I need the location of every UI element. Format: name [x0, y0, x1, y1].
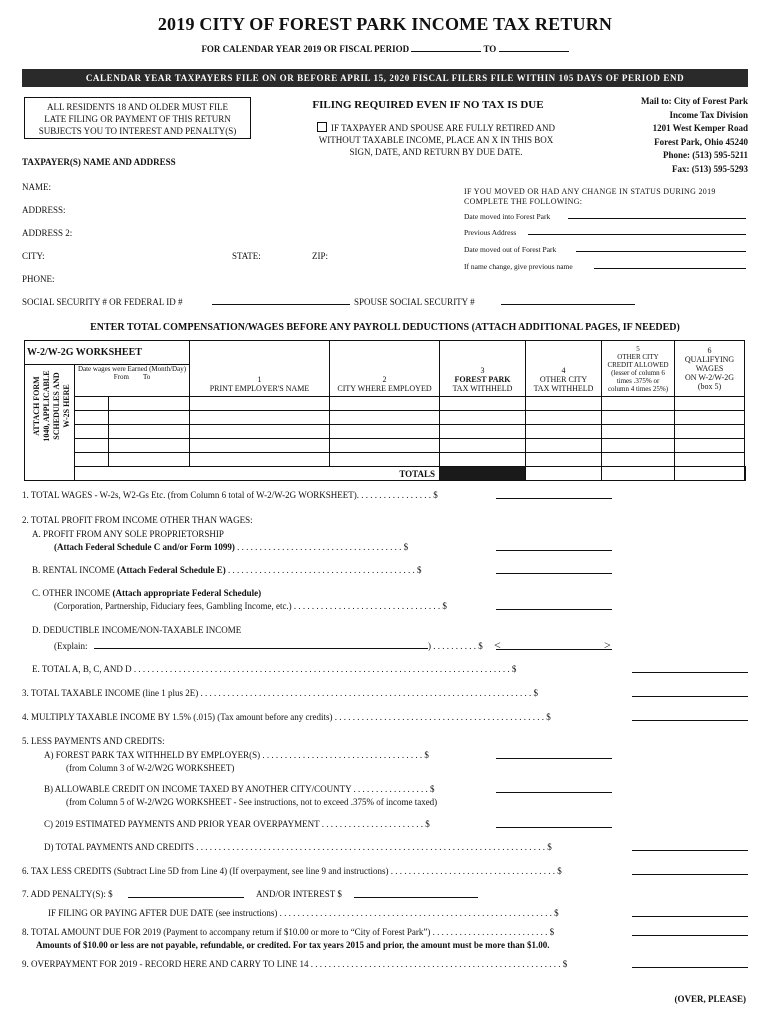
row1-to[interactable]: [109, 397, 190, 411]
warning-line-2: LATE FILING OR PAYMENT OF THIS RETURN: [44, 114, 231, 124]
col4-header: [526, 341, 602, 397]
total-credit[interactable]: [675, 467, 745, 481]
row3-city[interactable]: [330, 425, 440, 439]
col6-label-b: WAGES: [695, 364, 724, 373]
row3-employer[interactable]: [190, 425, 330, 439]
warning-line-3: SUBJECTS YOU TO INTEREST AND PENALTY(S): [38, 126, 237, 136]
prev-address-field[interactable]: [528, 234, 746, 235]
line-2c-amount[interactable]: [496, 600, 612, 610]
line-7-interest-amount[interactable]: [354, 888, 478, 898]
line-2d-dots: ) . . . . . . . . . . $: [428, 641, 483, 651]
compensation-heading: ENTER TOTAL COMPENSATION/WAGES BEFORE ANY PAYROLL DEDUCTIONS (ATTACH ADDITIONAL PAGES, IF NEEDED): [90, 322, 680, 333]
row5-fp-tax[interactable]: [440, 453, 526, 467]
col5-label-e: column 4 times 25%): [607, 384, 669, 393]
line-1-label: 1. TOTAL WAGES - W-2s, W2-Gs Etc. (from Column 6 total of W-2/W-2G WORKSHEET). . . . . . . . . . . . . . . . . $: [22, 490, 438, 500]
line-2a-attach: (Attach Federal Schedule C and/or Form 1099): [54, 542, 235, 552]
retired-checkbox[interactable]: [317, 122, 327, 132]
retired-line-1: IF TAXPAYER AND SPOUSE ARE FULLY RETIRED AND: [331, 123, 555, 133]
line-6-amount[interactable]: [632, 865, 748, 875]
row4-employer[interactable]: [190, 439, 330, 453]
ssn-label: SOCIAL SECURITY # OR FEDERAL ID #: [22, 297, 183, 307]
row3-credit[interactable]: [602, 425, 675, 439]
col4-label-b: TAX WITHHELD: [533, 384, 594, 393]
line-7-penalty-label: 7. ADD PENALTY(S): $: [22, 889, 113, 899]
mail-street: 1201 West Kemper Road: [652, 123, 748, 133]
line-8-label: 8. TOTAL AMOUNT DUE FOR 2019 (Payment to accompany return if $10.00 or more to “City of Forest Park”) . . . . . . . . . . . . . . . . . . . . . . . . . . $: [22, 927, 555, 937]
line-4-label: 4. MULTIPLY TAXABLE INCOME BY 1.5% (.015) (Tax amount before any credits) . . . . . . . . . . . . . . . . . . . . . . . . . . . . . . . . . . . . . . . . . . . . . . . $: [22, 712, 551, 722]
w2-worksheet-table: [24, 340, 746, 481]
col3-label-a: FOREST PARK: [454, 375, 511, 384]
line-8-note: Amounts of $10.00 or less are not payable, refundable, or credited. For tax years 2015 and prior, the amount must be more than $1.00.: [36, 940, 550, 950]
taxpayer-heading: TAXPAYER(S) NAME AND ADDRESS: [22, 157, 176, 167]
moved-line-2: COMPLETE THE FOLLOWING:: [464, 197, 583, 206]
row3-wages[interactable]: [675, 425, 745, 439]
row2-credit[interactable]: [602, 411, 675, 425]
row4-fp-tax[interactable]: [440, 439, 526, 453]
line-2d-explain-label: (Explain:: [54, 641, 88, 651]
row4-wages[interactable]: [675, 439, 745, 453]
row5-other-tax[interactable]: [526, 453, 602, 467]
retired-notice: [286, 122, 586, 158]
filing-required-heading: FILING REQUIRED EVEN IF NO TAX IS DUE: [312, 99, 544, 111]
total-fp-tax[interactable]: [526, 467, 602, 481]
row4-other-tax[interactable]: [526, 439, 602, 453]
totals-row: [25, 467, 746, 481]
row5-credit[interactable]: [602, 453, 675, 467]
attach-forms-text: ATTACH FORM 1040, APPLICABLE SCHEDULES AND W-2S HERE: [32, 370, 71, 442]
from-label: From: [113, 373, 129, 381]
totals-col2-shaded: [440, 467, 526, 481]
col5-label-d: times .375% or: [616, 376, 660, 385]
dates-label: Date wages were Earned (Month/Day): [77, 365, 187, 373]
phone-label: PHONE:: [22, 274, 55, 284]
col6-label-d: (box 5): [697, 382, 722, 391]
line-5c-label: C) 2019 ESTIMATED PAYMENTS AND PRIOR YEAR OVERPAYMENT . . . . . . . . . . . . . . . . . . . . . . . $: [44, 819, 430, 829]
row3-fp-tax[interactable]: [440, 425, 526, 439]
row2-other-tax[interactable]: [526, 411, 602, 425]
col5-label-c: (lesser of column 6: [611, 368, 665, 377]
due-date-banner: CALENDAR YEAR TAXPAYERS FILE ON OR BEFORE APRIL 15, 2020 FISCAL FILERS FILE WITHIN 105 DAYS OF PERIOD END: [22, 69, 748, 87]
mailing-address: [596, 95, 748, 176]
col5-label-a: OTHER CITY: [617, 352, 659, 361]
row5-to[interactable]: [109, 453, 190, 467]
line-2-label: 2. TOTAL PROFIT FROM INCOME OTHER THAN WAGES:: [22, 515, 253, 525]
line-5b-sub: (from Column 5 of W-2/W2G WORKSHEET - See instructions, not to exceed .375% of income taxed): [66, 797, 438, 807]
name-change-label: If name change, give previous name: [464, 262, 573, 271]
line-6-label: 6. TAX LESS CREDITS (Subtract Line 5D from Line 4) (If overpayment, see line 9 and instructions) . . . . . . . . . . . . . . . . . . . . . . . . . . . . . . . . . . . . . $: [22, 866, 562, 876]
over-please-note: (OVER, PLEASE): [674, 994, 746, 1004]
row1-city[interactable]: [330, 397, 440, 411]
line-2b-attach: (Attach Federal Schedule E): [116, 565, 226, 575]
moved-out-field[interactable]: [576, 251, 746, 252]
line-5a-label: A) FOREST PARK TAX WITHHELD BY EMPLOYER(S) . . . . . . . . . . . . . . . . . . . . . . . . . . . . . . . . . . . . $: [44, 750, 429, 760]
mail-to-line: Mail to: City of Forest Park: [640, 96, 748, 106]
fiscal-period-to-label: TO: [483, 44, 497, 54]
table-row: [25, 453, 746, 467]
col3-label-b: TAX WITHHELD: [452, 384, 513, 393]
col1-label: PRINT EMPLOYER'S NAME: [209, 384, 310, 393]
fiscal-period-line: [0, 43, 770, 54]
line-7-interest-label: AND/OR INTEREST $: [256, 889, 342, 899]
line-2e-label: E. TOTAL A, B, C, AND D . . . . . . . . . . . . . . . . . . . . . . . . . . . . . . . . . . . . . . . . . . . . . . . . . . . . . . . . . . . . . . . . . . . . . . . . . . . . . . . . . . . . $: [32, 664, 517, 674]
line-2c-row: [32, 588, 261, 598]
prev-address-label: Previous Address: [464, 228, 517, 237]
row2-wages[interactable]: [675, 411, 745, 425]
col2-label: CITY WHERE EMPLOYED: [337, 384, 432, 393]
row1-other-tax[interactable]: [526, 397, 602, 411]
col4-label-a: OTHER CITY: [539, 375, 588, 384]
city-label: CITY:: [22, 251, 45, 261]
line-2c-label: C. OTHER INCOME: [32, 588, 111, 598]
col2-number: 2: [382, 375, 387, 384]
row2-employer[interactable]: [190, 411, 330, 425]
col6-number: 6: [707, 346, 712, 355]
line-2d-label: D. DEDUCTIBLE INCOME/NON-TAXABLE INCOME: [32, 625, 242, 635]
line-9-amount[interactable]: [632, 958, 748, 968]
line-7-late-label: IF FILING OR PAYING AFTER DUE DATE (see instructions) . . . . . . . . . . . . . . . . . . . . . . . . . . . . . . . . . . . . . . . . . . . . . . . . . . . . . . . . . . . . . $: [48, 908, 559, 918]
row5-city[interactable]: [330, 453, 440, 467]
moved-line-1: IF YOU MOVED OR HAD ANY CHANGE IN STATUS DURING 2019: [464, 187, 716, 196]
col1-number: 1: [257, 375, 262, 384]
mail-phone: Phone: (513) 595-5211: [663, 150, 748, 160]
fiscal-period-to-field[interactable]: [499, 43, 569, 52]
row4-city[interactable]: [330, 439, 440, 453]
totals-label: TOTALS: [75, 467, 440, 481]
to-label: To: [142, 373, 151, 381]
col3-number: 3: [480, 366, 485, 375]
row5-wages[interactable]: [675, 453, 745, 467]
line-5d-label: D) TOTAL PAYMENTS AND CREDITS . . . . . . . . . . . . . . . . . . . . . . . . . . . . . . . . . . . . . . . . . . . . . . . . . . . . . . . . . . . . . . . . . . . . . . . . . . . . . . $: [44, 842, 552, 852]
table-row: [25, 425, 746, 439]
line-2a-sub: [54, 542, 408, 552]
fiscal-period-from-field[interactable]: [411, 43, 481, 52]
line-7-penalty-amount[interactable]: [128, 888, 244, 898]
attach-forms-label: [32, 368, 82, 444]
zip-label: ZIP:: [312, 251, 329, 261]
row3-to[interactable]: [109, 425, 190, 439]
row3-other-tax[interactable]: [526, 425, 602, 439]
mail-fax: Fax: (513) 595-5293: [672, 163, 748, 174]
line-2c-attach: (Attach appropriate Federal Schedule): [112, 588, 262, 598]
col6-label-a: QUALIFYING: [684, 355, 735, 364]
warning-line-1: ALL RESIDENTS 18 AND OLDER MUST FILE: [46, 102, 228, 112]
worksheet-title: W-2/W-2G WORKSHEET: [25, 341, 190, 365]
col6-label-c: ON W-2/W-2G: [685, 373, 734, 382]
dates-header: [75, 365, 190, 397]
line-2a-dots: . . . . . . . . . . . . . . . . . . . . . . . . . . . . . . . . . . . . . $: [234, 542, 409, 552]
col2-header: [330, 341, 440, 397]
table-row: [25, 439, 746, 453]
table-row: [25, 411, 746, 425]
retired-line-2: WITHOUT TAXABLE INCOME, PLACE AN X IN THIS BOX: [318, 135, 554, 145]
row2-to[interactable]: [109, 411, 190, 425]
line-9-label: 9. OVERPAYMENT FOR 2019 - RECORD HERE AND CARRY TO LINE 14 . . . . . . . . . . . . . . . . . . . . . . . . . . . . . . . . . . . . . . . . . . . . . . . . . . . . . . . . $: [22, 959, 568, 969]
line-3-label: 3. TOTAL TAXABLE INCOME (line 1 plus 2E) . . . . . . . . . . . . . . . . . . . . . . . . . . . . . . . . . . . . . . . . . . . . . . . . . . . . . . . . . . . . . . . . . . . . . . . . . . $: [22, 688, 538, 698]
col4-number: 4: [561, 366, 566, 375]
line-2a-amount[interactable]: [496, 541, 612, 551]
line-5c-amount[interactable]: [496, 818, 612, 828]
line-2a-label: A. PROFIT FROM ANY SOLE PROPRIETORSHIP: [32, 529, 224, 539]
row1-fp-tax[interactable]: [440, 397, 526, 411]
moved-into-label: Date moved into Forest Park: [464, 212, 551, 221]
line-5-label: 5. LESS PAYMENTS AND CREDITS:: [22, 736, 165, 746]
address-label: ADDRESS:: [22, 205, 66, 215]
total-other-tax[interactable]: [602, 467, 675, 481]
line-2e-amount[interactable]: [632, 663, 748, 673]
line-5b-amount[interactable]: [496, 783, 612, 793]
line-7-amount[interactable]: [632, 907, 748, 917]
line-2d-explain-field[interactable]: [94, 648, 428, 649]
row5-employer[interactable]: [190, 453, 330, 467]
col3-header: [440, 341, 526, 397]
form-title: 2019 CITY OF FOREST PARK INCOME TAX RETURN: [157, 14, 613, 34]
spouse-ssn-field[interactable]: [501, 304, 635, 305]
line-2d-amount[interactable]: [496, 640, 612, 650]
line-5d-amount[interactable]: [632, 841, 748, 851]
col6-header: [675, 341, 745, 397]
row1-wages[interactable]: [675, 397, 745, 411]
row4-to[interactable]: [109, 439, 190, 453]
row2-fp-tax[interactable]: [440, 411, 526, 425]
warning-box: [24, 97, 251, 139]
line-5b-label: B) ALLOWABLE CREDIT ON INCOME TAXED BY ANOTHER CITY/COUNTY . . . . . . . . . . . . . . . . . $: [44, 784, 435, 794]
line-4-amount[interactable]: [632, 711, 748, 721]
line-5a-sub: (from Column 3 of W-2/W2G WORKSHEET): [66, 763, 235, 773]
line-2b-row: [32, 565, 421, 575]
mail-city: Forest Park, Ohio 45240: [654, 136, 748, 147]
row4-credit[interactable]: [602, 439, 675, 453]
line-2b-label: B. RENTAL INCOME: [32, 565, 115, 575]
state-label: STATE:: [232, 251, 261, 261]
row2-city[interactable]: [330, 411, 440, 425]
moved-instructions: [464, 187, 716, 207]
line-3-amount[interactable]: [632, 687, 748, 697]
moved-into-field[interactable]: [568, 218, 746, 219]
ssn-field[interactable]: [212, 304, 350, 305]
spouse-ssn-label: SPOUSE SOCIAL SECURITY #: [354, 297, 475, 307]
col5-number: 5: [636, 344, 640, 353]
table-row: [25, 397, 746, 411]
name-change-field[interactable]: [594, 268, 746, 269]
row1-credit[interactable]: [602, 397, 675, 411]
col5-header: [602, 341, 675, 397]
mail-division: Income Tax Division: [669, 109, 748, 120]
line-2d-gt: >: [604, 638, 611, 652]
line-2d-lt: <: [494, 638, 501, 652]
fiscal-period-label: FOR CALENDAR YEAR 2019 OR FISCAL PERIOD: [201, 44, 410, 54]
line-8-amount[interactable]: [632, 926, 748, 936]
line-2b-dots: . . . . . . . . . . . . . . . . . . . . . . . . . . . . . . . . . . . . . . . . . . $: [225, 565, 422, 575]
line-5a-amount[interactable]: [496, 749, 612, 759]
row5-from[interactable]: [75, 453, 109, 467]
col5-label-b: CREDIT ALLOWED: [607, 360, 669, 369]
retired-line-3: SIGN, DATE, AND RETURN BY DUE DATE.: [349, 147, 523, 157]
name-label: NAME:: [22, 182, 51, 192]
moved-out-label: Date moved out of Forest Park: [464, 245, 557, 254]
line-2c-sub: (Corporation, Partnership, Fiduciary fees, Gambling Income, etc.) . . . . . . . . . . . . . . . . . . . . . . . . . . . . . . . . . $: [54, 601, 447, 611]
total-wages[interactable]: [745, 467, 746, 481]
address2-label: ADDRESS 2:: [22, 228, 73, 238]
row1-employer[interactable]: [190, 397, 330, 411]
line-2b-amount[interactable]: [496, 564, 612, 574]
line-1-amount[interactable]: [496, 489, 612, 499]
col1-header: [190, 341, 330, 397]
